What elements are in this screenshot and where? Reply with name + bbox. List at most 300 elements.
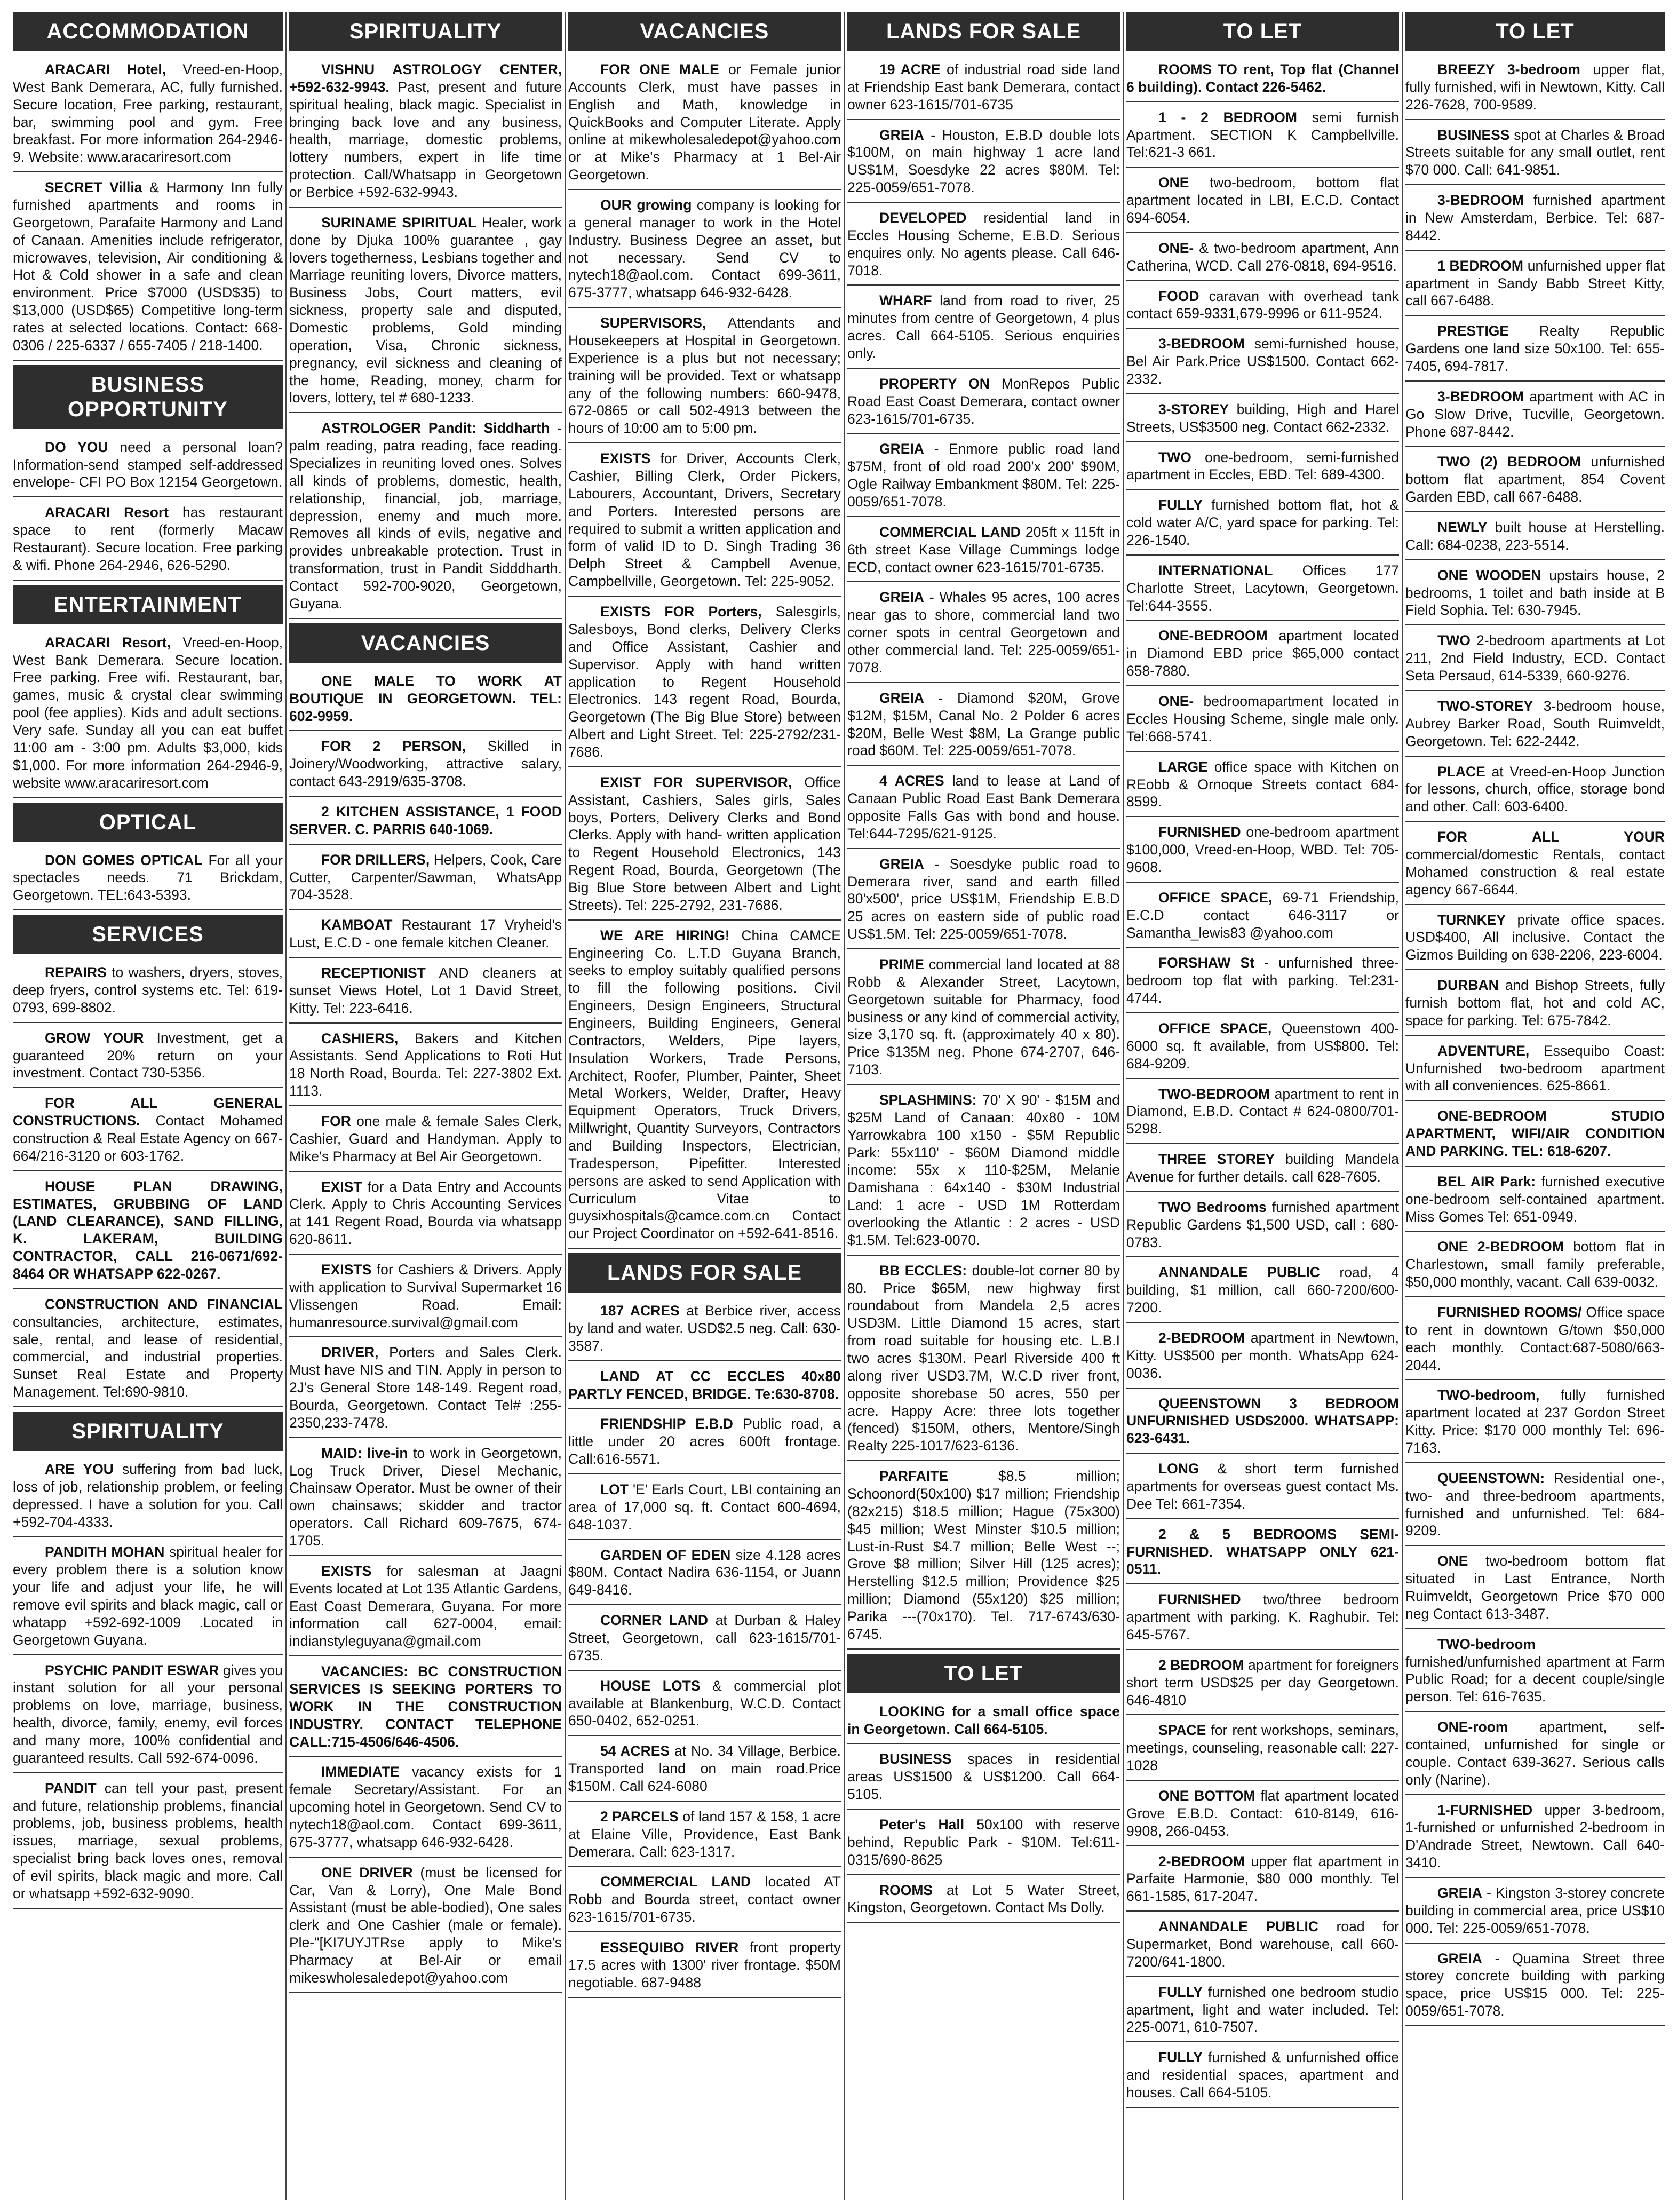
classified-ad xyxy=(847,1748,1120,1810)
classified-ad xyxy=(13,1027,283,1089)
ad-body: Office Assistant, Cashiers, Sales girls, Sales boys, Porters, Delivery Clerks and Bond Clerks. Apply with hand- written application to Regent Household Electronics, 143 Regent Road, Bourda, Georgetown (The Big Blue Store between Albert and Light Streets). Tel: 225-2792, 231-7686. xyxy=(568,774,841,913)
ad-lead: FORSHAW St xyxy=(1158,955,1255,971)
ad-lead: FOR 2 PERSON, xyxy=(321,738,466,755)
classified-ad xyxy=(289,849,562,910)
ad-lead: NEWLY xyxy=(1437,519,1488,536)
classified-ad xyxy=(568,448,841,597)
ad-body: Contact Mohamed construction & Real Estate Agency on 667-664/216-3120 or 603-1762. xyxy=(13,1113,283,1164)
ad-lead: PRIME xyxy=(879,956,924,972)
ad-body: 3-bedroom house, Aubrey Barker Road, South Ruimveldt, Georgetown. Tel: 622-2442. xyxy=(1405,697,1665,749)
ad-lead: TWO-bedroom xyxy=(1437,1636,1536,1652)
ad-lead: EXIST FOR SUPERVISOR, xyxy=(600,774,792,790)
ad-body: Past, present and future spiritual healing, black magic. Specialist in bringing back love and any business, health, marriage, domestic problems, lottery numbers, expert in life time protection. Call/Whatsapp in Georgetown or Berbice +592-632-9943. xyxy=(289,78,562,201)
ad-body: two-bedroom bottom flat situated in Last Entrance, North Ruimveldt, Georgetown Price $70 000 neg Contact 613-3487. xyxy=(1405,1553,1665,1622)
classified-ad xyxy=(1405,1634,1665,1712)
classified-ad xyxy=(568,1413,841,1474)
ad-lead: DON GOMES OPTICAL xyxy=(45,852,203,868)
ad-body: at No. 34 Village, Berbice. Transported land on main road.Price $150M. Call 624-6080 xyxy=(568,1743,841,1795)
ad-body: furnished one bedroom studio apartment, light and water included. Tel: 225-0071, 610-7507. xyxy=(1126,1984,1399,2035)
ad-body: upstairs house, 2 bedrooms, 1 toilet and bath inside at B Field Sophia. Tel: 630-7945. xyxy=(1405,567,1665,619)
classified-ad xyxy=(1126,107,1399,168)
classifieds-page xyxy=(12,12,1666,2200)
ad-lead: 1 BEDROOM xyxy=(1437,257,1523,274)
ad-lead: BREEZY 3-bedroom xyxy=(1437,61,1580,77)
classified-ad xyxy=(1126,1851,1399,1912)
classified-ad xyxy=(847,1880,1120,1923)
ad-lead: KAMBOAT xyxy=(321,917,393,933)
ad-lead: ONE MALE TO WORK AT BOUTIQUE IN GEORGETOWN. TEL: 602-9959. xyxy=(289,672,562,724)
classified-ad xyxy=(1126,1785,1399,1846)
classified-ad xyxy=(568,1675,841,1737)
classified-ad xyxy=(1126,1654,1399,1716)
ad-body: - Houston, E.B.D double lots $100M, on main highway 1 acre land US$1M, Soesdyke 22 acres $80M. Tel: 225-0059/651-7078. xyxy=(847,126,1120,196)
ad-body: - Quamina Street three storey concrete building with parking space, price US$15 000. Tel: 225-0059/651-7078. xyxy=(1405,1950,1665,2019)
ad-lead: ONE-BEDROOM STUDIO APARTMENT, WIFI/AIR CONDITION AND PARKING. TEL: 618-6207. xyxy=(1405,1108,1665,1159)
classified-ad xyxy=(568,772,841,921)
ad-body: caravan with overhead tank contact 659-9331,679-9996 or 611-9524. xyxy=(1126,288,1399,322)
classified-ad xyxy=(847,373,1120,434)
classified-ad xyxy=(13,437,283,498)
ad-lead: OFFICE SPACE, xyxy=(1158,889,1273,906)
ad-lead: PROPERTY ON xyxy=(879,375,990,392)
column-divider xyxy=(565,12,566,2200)
section-header: VACANCIES xyxy=(568,12,841,51)
classified-ad xyxy=(289,1661,562,1757)
ad-body: double-lot corner 80 by 80. Price $65M, new highway first roundabout from Mandela 2,5 acres USD3M. Little Diamond 15 acres, start from road suitable for housing etc. L.B.I two acres $130M. Pearl Riverside 400 ft along river USD3.7M, W.C.D river front, opposite shorebase 50 acres, 550 per acre. Happy Acre: three lots together (fenced) $150M, others, Mentore/Singh Realty 225-1017/623-6136. xyxy=(847,1262,1120,1454)
ad-body: or Female junior Accounts Clerk, must have passes in English and Math, knowledge in QuickBooks and Computer Literate. Apply online at mikewholesaledepot@yahoo.com or at Mike's Pharmacy at 1 Bel-Air Georgetown. xyxy=(568,61,841,183)
classified-ad xyxy=(847,770,1120,849)
ad-lead: ONE xyxy=(1437,1553,1468,1569)
ad-body: bedroomapartment located in Eccles Housing Scheme, single male only. Tel:668-5741. xyxy=(1126,693,1399,744)
classified-ad xyxy=(847,1260,1120,1461)
ad-body: road, 4 building, $1 million, call 660-7200/600-7200. xyxy=(1126,1264,1399,1316)
ad-body: semi furnish Apartment. SECTION K Campbellville. Tel:621-3 661. xyxy=(1126,109,1399,161)
ad-body: private office spaces. USD$400, All inclusive. Contact the Gizmos Building on 638-2206, 223-6004. xyxy=(1405,911,1665,963)
ad-body: AND cleaners at sunset Views Hotel, Lot 1 David Street, Kitty. Tel: 223-6416. xyxy=(289,964,562,1016)
classified-ad xyxy=(289,1176,562,1255)
ad-lead: ONE BOTTOM xyxy=(1158,1788,1255,1804)
ad-lead: GREIA xyxy=(879,855,924,872)
ad-body: for salesman at Jaagni Events located at Lot 135 Atlantic Gardens, East Coast Demerara, Guyana. For more information call 627-0004, email: indianstyleguyana@gmail.com xyxy=(289,1563,562,1650)
classified-ad xyxy=(13,962,283,1023)
ad-body: 'E' Earls Court, LBI containing an area of 17,000 sq. ft. Contact 600-4694, 648-1037. xyxy=(568,1481,841,1533)
ad-body: vacancy exists for 1 female Secretary/Assistant. For an upcoming hotel in Georgetown. Send CV to nytech18@aol.com. Contact 699-3611, 675-3777, whatsapp 646-932-6428. xyxy=(289,1764,562,1850)
ad-lead: TURNKEY xyxy=(1437,911,1506,928)
classified-ad xyxy=(1126,1458,1399,1519)
classified-ad xyxy=(847,438,1120,517)
ad-lead: FOR ONE MALE xyxy=(600,61,719,77)
classified-ad xyxy=(1126,333,1399,394)
classified-ad xyxy=(1405,1384,1665,1463)
classified-ad xyxy=(847,687,1120,766)
ad-body: Helpers, Cook, Care Cutter, Carpenter/Sawman, WhatsApp 704-3528. xyxy=(289,851,562,903)
ad-lead: LARGE xyxy=(1158,758,1208,775)
ad-lead: FOR xyxy=(321,1113,351,1129)
ad-body: land to lease at Land of Canaan Public Road East Bank Demerara opposite Falls Gas with bond and house. Tel:644-7295/621-9125. xyxy=(847,773,1120,842)
classified-ad xyxy=(847,1814,1120,1875)
classified-ad xyxy=(1405,1799,1665,1878)
classified-ad xyxy=(1405,695,1665,757)
ad-lead: 1 - 2 BEDROOM xyxy=(1158,109,1297,125)
classified-ad xyxy=(1126,59,1399,102)
ad-body: residential land in Eccles Housing Scheme, E.B.D. Serious enquires only. No agents please. Call 646-7018. xyxy=(847,210,1120,279)
ad-lead: FURNISHED ROOMS/ xyxy=(1437,1304,1582,1320)
ad-lead: TWO-bedroom, xyxy=(1437,1387,1540,1404)
ad-lead: CONSTRUCTION AND FINANCIAL xyxy=(45,1296,283,1312)
classified-ad xyxy=(1405,909,1665,971)
classified-ad xyxy=(289,1862,562,1993)
ad-lead: OFFICE SPACE, xyxy=(1158,1020,1272,1036)
classified-ad xyxy=(568,1937,841,1998)
classified-ad xyxy=(289,1560,562,1656)
section-header: ENTERTAINMENT xyxy=(13,585,283,624)
classified-ad xyxy=(1126,237,1399,281)
classified-ad xyxy=(1126,172,1399,233)
ad-body: For all your spectacles needs. 71 Brickdam, Georgetown. TEL:643-5393. xyxy=(13,852,283,903)
ad-body: Essequibo Coast: Unfurnished two-bedroom apartment with all conveniences. 625-8661. xyxy=(1405,1042,1665,1094)
classified-ad xyxy=(1405,255,1665,316)
ad-lead: ONE 2-BEDROOM xyxy=(1437,1239,1564,1255)
classified-ad xyxy=(13,1176,283,1289)
classified-ad xyxy=(289,1111,562,1172)
ad-body: Bakers and Kitchen Assistants. Send Applications to Roti Hut 18 North Road, Bourda. Tel: 227-3802 Ext. 1113. xyxy=(289,1030,562,1099)
ad-lead: EXISTS xyxy=(321,1563,372,1579)
classified-ad xyxy=(847,124,1120,203)
ad-body: apartment in Newtown, Kitty. US$500 per month. WhatsApp 624-0036. xyxy=(1126,1329,1399,1381)
ad-lead: ONE- xyxy=(1158,693,1194,710)
ad-lead: EXISTS xyxy=(600,450,651,467)
section-header: TO LET xyxy=(1126,12,1399,51)
classified-ad xyxy=(1405,974,1665,1036)
ad-body: Restaurant 17 Vryheid's Lust, E.C.D - one female kitchen Cleaner. xyxy=(289,917,562,951)
column-divider xyxy=(844,12,845,2200)
ad-lead: GREIA xyxy=(879,126,924,143)
ad-lead: IMMEDIATE xyxy=(321,1764,400,1780)
section-header: OPTICAL xyxy=(13,803,283,842)
ad-lead: 3-BEDROOM xyxy=(1437,388,1524,405)
classified-ad xyxy=(1126,1589,1399,1650)
ad-lead: TWO Bedrooms xyxy=(1158,1199,1267,1215)
ad-body: at Lot 5 Water Street, Kingston, Georgetown. Contact Ms Dolly. xyxy=(847,1882,1120,1916)
ad-lead: LOOKING for a small office space in Georgetown. Call 664-5105. xyxy=(847,1703,1120,1737)
ad-body: at Berbice river, access by land and water. USD$2.5 neg. Call: 630-3587. xyxy=(568,1303,841,1354)
section-header: VACANCIES xyxy=(289,623,562,663)
ad-lead: HOUSE LOTS xyxy=(600,1677,701,1694)
ad-lead: 3-BEDROOM xyxy=(1158,336,1245,352)
ad-body: $8.5 million; Schoonord(50x100) $17 million; Friendship (82x215) $18.5 million; Hague (75x300) $45 million; West Minster $10.5 million; Lust-in-Rust $4.7 million; Belle West --; Grove $8 million; Silver Hill (125 acres); Herstelling $12.5 million; Providence $25 million; Diamond (55x120) $25 million; Parika ---(70x170). Tel. 717-6743/630-6745. xyxy=(847,1468,1120,1642)
ad-body: suffering from bad luck, loss of job, relationship problem, or feeling depressed. I have a solution for you. Call +592-704-4333. xyxy=(13,1461,283,1530)
ad-lead: GREIA xyxy=(1437,1885,1482,1901)
ad-body: at Vreed-en-Hoop Junction for lessons, church, office, storage bond and other. Call: 603-6400. xyxy=(1405,763,1665,815)
classified-ad xyxy=(1405,1040,1665,1101)
ad-body: two/three bedroom apartment with parking. K. Raghubir. Tel: 645-5767. xyxy=(1126,1591,1399,1643)
classified-ad xyxy=(13,1294,283,1407)
ad-body: need a personal loan? Information-send stamped self-addressed envelope- CFI PO Box 12154 Georgetown. xyxy=(13,439,283,490)
ad-body: and Bishop Streets, fully furnish bottom flat, hot and cold AC, space for parking. Tel: 675-7842. xyxy=(1405,977,1665,1028)
ad-body: land from road to river, 25 minutes from centre of Georgetown, 4 plus acres. Call 664-5105. Serious enquiries only. xyxy=(847,292,1120,362)
ad-body: Realty Republic Gardens one land size 50x100. Tel: 655-7405, 694-7817. xyxy=(1405,323,1665,375)
ad-body: apartment, self-contained, unfurnished for single or couple. Contact 639-3627. Serious calls only (Narine). xyxy=(1405,1719,1665,1788)
classified-ad xyxy=(13,502,283,580)
ad-body: spaces in residential areas US$1500 & US$1200. Call 664-5105. xyxy=(847,1751,1120,1803)
ad-body: Investment, get a guaranteed 20% return on your investment. Contact 730-5356. xyxy=(13,1029,283,1081)
classified-ad xyxy=(1405,1716,1665,1795)
classified-ad xyxy=(289,914,562,958)
ad-body: 2-bedroom apartments at Lot 211, 2nd Field Industry, ECD. Contact Seta Persaud, 614-5339, 660-9276. xyxy=(1405,632,1665,684)
ad-body: commercial land located at 88 Robb & Alexander Street, Lacytown, Georgetown suitable for Pharmacy, food business or any kind of commercial activity, size 3,170 sq. ft. (approximately 40 x 80). Price $135M neg. Phone 674-2707, 646-7103. xyxy=(847,956,1120,1078)
classified-ad xyxy=(568,1300,841,1361)
ad-lead: WE ARE HIRING! xyxy=(600,927,730,944)
ad-body: apartment located in Diamond EBD price $65,000 contact 658-7880. xyxy=(1126,628,1399,679)
section-header: SPIRITUALITY xyxy=(289,12,562,51)
ad-lead: SPACE xyxy=(1158,1722,1206,1739)
ad-lead: 1-FURNISHED xyxy=(1437,1802,1533,1818)
ad-lead: DO YOU xyxy=(45,439,108,455)
ad-body: for a Data Entry and Accounts Clerk. Apply to Chris Accounting Services at 141 Regent Road, Bourda via whatsapp 620-8611. xyxy=(289,1178,562,1248)
classified-ad xyxy=(289,962,562,1024)
column-3 xyxy=(567,12,842,2200)
classified-ad xyxy=(847,290,1120,368)
classified-ad xyxy=(1126,952,1399,1013)
classified-ad xyxy=(1126,1083,1399,1145)
classified-ad xyxy=(847,59,1120,120)
ad-body: for rent workshops, seminars, meetings, counseling, reasonable call: 227-1028 xyxy=(1126,1722,1399,1774)
ad-body: & two-bedroom apartment, Ann Catherina, WCD. Call 276-0818, 694-9516. xyxy=(1126,240,1399,274)
ad-lead: 2-BEDROOM xyxy=(1158,1329,1245,1346)
ad-body: upper flat, fully furnished, wifi in Newtown, Kitty. Call 226-7628, 700-9589. xyxy=(1405,61,1665,113)
section-header: ACCOMMODATION xyxy=(13,12,283,51)
ad-body: Porters and Sales Clerk. Must have NIS and TIN. Apply in person to 2J's General Store 148-149. Regent road, Bourda, Georgetown. Contact Tel# :255-2350,233-7478. xyxy=(289,1344,562,1431)
ad-body: - Enmore public road land $75M, front of old road 200'x 200' $90M, Ogle Railway Embankment $80M. Tel: 225-0059/651-7078. xyxy=(847,441,1120,510)
classified-ad xyxy=(13,632,283,798)
ad-body: office space with Kitchen on REobb & Ornoque Streets contact 684-8599. xyxy=(1126,758,1399,810)
classified-ad xyxy=(1126,625,1399,686)
ad-body: furnished executive one-bedroom self-contained apartment. Miss Gomes Tel: 651-0949. xyxy=(1405,1173,1665,1225)
ad-lead: ONE- xyxy=(1158,240,1194,256)
ad-lead: 187 ACRES xyxy=(600,1303,680,1319)
ad-lead: ANNANDALE PUBLIC xyxy=(1158,1918,1318,1935)
ad-lead: BB ECCLES: xyxy=(879,1262,967,1279)
ad-lead: FULLY xyxy=(1158,1984,1203,2000)
ad-body: Queenstown 400-6000 sq. ft available, from US$800. Tel: 684-9209. xyxy=(1126,1020,1399,1072)
classified-ad xyxy=(1405,1236,1665,1297)
column-2 xyxy=(288,12,563,2200)
ad-lead: DEVELOPED xyxy=(879,210,967,226)
classified-ad xyxy=(1126,560,1399,621)
ad-lead: VISHNU ASTROLOGY CENTER, +592-632-9943. xyxy=(289,61,562,95)
ad-body: gives you instant solution for all your personal problems on love, marriage, business, health, divorce, family, enemy, evil forces and many more, 100% confidential and guaranteed results. Call 592-674-0096. xyxy=(13,1662,283,1766)
classified-ad xyxy=(1126,447,1399,490)
ad-body: fully furnished apartment located at 237 Gordon Street Kitty. Price: $170 000 monthly Tel: 696-7163. xyxy=(1405,1387,1665,1456)
column-6 xyxy=(1404,12,1666,2200)
classified-ad xyxy=(289,735,562,797)
ad-lead: FULLY xyxy=(1158,2049,1203,2066)
ad-body: & Harmony Inn fully furnished apartments and rooms in Georgetown, Parafaite Harmony and Land of Canaan. Amenities include refrigerator, microwaves, television, Air conditioning & Hot & Cold shower in a safe and clean environment. Price $7000 (USD$35) to $13,000 (USD$65) Competitive long-term rates at selected locations. Contact: 668-0306 / 225-6337 / 655-7405 / 218-1400. xyxy=(13,179,283,353)
classified-ad xyxy=(289,417,562,619)
classified-ad xyxy=(13,1660,283,1773)
ad-lead: GREIA xyxy=(879,589,924,606)
ad-body: Offices 177 Charlotte Street, Lacytown, Georgetown. Tel:644-3555. xyxy=(1126,562,1399,614)
classified-ad xyxy=(847,1701,1120,1745)
ad-body: of land 157 & 158, 1 acre at Elaine Ville, Providence, East Bank Demerara. Call: 623-1317. xyxy=(568,1808,841,1860)
ad-lead: ONE xyxy=(1158,175,1189,191)
column-4 xyxy=(846,12,1121,2200)
ad-lead: ARACARI Hotel, xyxy=(45,61,166,77)
classified-ad xyxy=(289,59,562,208)
classified-ad xyxy=(847,207,1120,286)
ad-lead: GREIA xyxy=(879,689,924,706)
ad-lead: SECRET Villia xyxy=(45,179,142,196)
classified-ad xyxy=(289,670,562,732)
ad-body: one male & female Sales Clerk, Cashier, Guard and Handyman. Apply to Mike's Pharmacy at Bel Air Georgetown. xyxy=(289,1113,562,1164)
ad-lead: 2 & 5 BEDROOMS SEMI-FURNISHED. WHATSAPP ONLY 621-0511. xyxy=(1126,1526,1399,1577)
classified-ad xyxy=(568,194,841,308)
classified-ad xyxy=(13,1778,283,1909)
column-divider xyxy=(1402,12,1403,2200)
classified-ad xyxy=(1126,494,1399,556)
classified-ad xyxy=(1126,1916,1399,1977)
section-header: SERVICES xyxy=(13,915,283,954)
classified-ad xyxy=(568,1610,841,1671)
classified-ad xyxy=(568,1544,841,1606)
ad-body: furnished bottom flat, hot & cold water A/C, yard space for parking. Tel: 226-1540. xyxy=(1126,497,1399,549)
classified-ad xyxy=(568,1479,841,1540)
ad-body: 205ft x 115ft in 6th street Kase Village Cummings lodge ECD, contact owner 623-1615/701-6735. xyxy=(847,524,1120,575)
classified-ad xyxy=(847,521,1120,583)
ad-lead: 4 ACRES xyxy=(879,773,944,789)
ad-lead: 3-STOREY xyxy=(1158,401,1229,417)
ad-body: of industrial road side land at Friendship East bank Demerara, contact owner 623-1615/701-6735 xyxy=(847,61,1120,113)
ad-body: building, High and Harel Streets, US$3500 neg. Contact 662-2332. xyxy=(1126,401,1399,435)
ad-lead: FURNISHED xyxy=(1158,1591,1241,1608)
ad-lead: ONE WOODEN xyxy=(1437,567,1541,583)
ad-lead: 2 PARCELS xyxy=(600,1808,679,1825)
ad-lead: GROW YOUR xyxy=(45,1029,144,1046)
ad-lead: 19 ACRE xyxy=(879,61,941,77)
classified-ad xyxy=(289,1342,562,1438)
ad-lead: WHARF xyxy=(879,292,932,309)
ad-lead: REPAIRS xyxy=(45,964,107,981)
ad-lead: PARFAITE xyxy=(879,1468,949,1485)
ad-body: spot at Charles & Broad Streets suitable for any small outlet, rent $70 000. Call: 641-9851. xyxy=(1405,126,1665,178)
ad-body: located AT Robb and Bourda street, contact owner 623-1615/701-6735. xyxy=(568,1874,841,1925)
ad-lead: ROOMS TO rent, Top flat (Channel 6 building). Contact 226-5462. xyxy=(1126,61,1399,95)
classified-ad xyxy=(1126,1148,1399,1192)
ad-body: Public road, a little under 20 acres 600ft frontage. Call:616-5571. xyxy=(568,1416,841,1468)
classified-ad xyxy=(568,1871,841,1932)
ad-lead: 2 BEDROOM xyxy=(1158,1656,1244,1673)
classified-ad xyxy=(1126,1524,1399,1585)
ad-lead: TWO xyxy=(1158,449,1191,465)
ad-lead: PANDITH MOHAN xyxy=(45,1544,165,1560)
classified-ad xyxy=(568,1366,841,1409)
ad-lead: EXIST xyxy=(321,1178,362,1195)
classified-ad xyxy=(1405,1468,1665,1546)
classified-ad xyxy=(289,1259,562,1337)
ad-body: apartment to rent in Diamond, E.B.D. Contact # 624-0800/701-5298. xyxy=(1126,1085,1399,1137)
classified-ad xyxy=(847,853,1120,949)
section-header: BUSINESS OPPORTUNITY xyxy=(13,365,283,429)
ad-body: two-bedroom, bottom flat apartment located in LBI, E.C.D. Contact 694-6054. xyxy=(1126,175,1399,226)
classified-ad xyxy=(1405,451,1665,512)
ad-lead: Peter's Hall xyxy=(879,1817,965,1833)
ad-body: bottom flat in Charlestown, small family preferable, $50,000 monthly, vacant. Call 639-0032. xyxy=(1405,1239,1665,1290)
ad-body: at Durban & Haley Street, Georgetown, call 623-1615/701-6735. xyxy=(568,1612,841,1663)
classified-ad xyxy=(1126,399,1399,442)
ad-lead: ARACARI Resort xyxy=(45,504,169,521)
classified-ad xyxy=(568,1806,841,1867)
ad-lead: BEL AIR Park: xyxy=(1437,1173,1536,1190)
ad-body: furnished apartment Republic Gardens $1,500 USD, call : 680-0783. xyxy=(1126,1199,1399,1250)
classified-ad xyxy=(847,954,1120,1085)
ad-lead: MAID: live-in xyxy=(321,1445,408,1461)
ad-lead: GARDEN OF EDEN xyxy=(600,1547,731,1563)
ad-lead: FULLY xyxy=(1158,497,1203,513)
classified-ad xyxy=(1405,1948,1665,2026)
column-divider xyxy=(1123,12,1124,2200)
ad-body: built house at Herstelling. Call: 684-0238, 223-5514. xyxy=(1405,519,1665,553)
ad-body: has restaurant space to rent (formerly Macaw Restaurant). Secure location. Free parking & wifi. Phone 264-2946, 626-5290. xyxy=(13,504,283,573)
ad-body: - unfurnished three-bedroom top flat with parking. Tel:231-4744. xyxy=(1126,955,1399,1006)
ad-body: one-bedroom apartment $100,000, Vreed-en-Hoop, WBD. Tel: 705-9608. xyxy=(1126,824,1399,875)
classified-ad xyxy=(1405,59,1665,120)
ad-lead: FOR ALL GENERAL CONSTRUCTIONS. xyxy=(13,1095,283,1129)
ad-lead: TWO xyxy=(1437,632,1471,649)
section-header: LANDS FOR SALE xyxy=(568,1253,841,1293)
column-5 xyxy=(1125,12,1400,2200)
classified-ad xyxy=(1405,1171,1665,1232)
classified-ad xyxy=(1126,286,1399,329)
classified-ad xyxy=(1405,761,1665,822)
ad-body: Skilled in Joinery/Woodworking, attractive salary, contact 643-2919/635-3708. xyxy=(289,738,562,790)
classified-ad xyxy=(1405,124,1665,186)
ad-lead: VACANCIES: BC CONSTRUCTION SERVICES IS SEEKING PORTERS TO WORK IN THE CONSTRUCTION INDUSTRY. CONTACT TELEPHONE CALL:715-4506/646-4506. xyxy=(289,1663,562,1750)
classified-ad xyxy=(1405,1882,1665,1944)
ad-body: furnished/unfurnished apartment at Farm Public Road; for a decent couple/single person. Tel: 616-7635. xyxy=(1405,1653,1665,1705)
ad-lead: COMMERCIAL LAND xyxy=(600,1874,751,1890)
ad-body: & short term furnished apartments for overseas guest contact Ms. Dee Tel: 661-7354. xyxy=(1126,1461,1399,1512)
ad-body: unfurnished upper flat apartment in Sandy Babb Street Kitty, call 667-6488. xyxy=(1405,257,1665,309)
classified-ad xyxy=(1126,691,1399,752)
ad-lead: ROOMS xyxy=(879,1882,933,1898)
classified-ad xyxy=(1126,1327,1399,1389)
ad-body: Vreed-en-Hoop, West Bank Demerara. Secure location. Free parking. Free wifi. Restaurant, bar, games, music & crystal clear swimming pool (fee applies). Kids and adult sections. Very safe. Sunday all you can eat buffet 11:00 am - 3:00 pm. Adults $3,000, kids $1,000. For more information 264-2946-9, website www.aracariresort.com xyxy=(13,634,283,791)
ad-lead: INTERNATIONAL xyxy=(1158,562,1273,578)
ad-lead: PLACE xyxy=(1437,763,1485,780)
classified-ad xyxy=(1126,756,1399,818)
ad-body: Office space to rent in downtown G/town $50,000 each monthly. Contact:687-5080/663-2044. xyxy=(1405,1304,1665,1373)
ad-body: MonRepos Public Road East Coast Demerara, contact owner 623-1615/701-6735. xyxy=(847,375,1120,427)
ad-lead: 3-BEDROOM xyxy=(1437,192,1524,209)
classified-ad xyxy=(1405,386,1665,447)
ad-lead: 54 ACRES xyxy=(600,1743,670,1759)
ad-body: consultancies, architecture, estimates, sale, rental, and lease of residential, commercial, and industrial properties. Sunset Real Estate and Property Management. Tel:690-9810. xyxy=(13,1313,283,1400)
ad-body: apartment with AC in Go Slow Drive, Tucville, Georgetown. Phone 687-8442. xyxy=(1405,388,1665,440)
ad-lead: CORNER LAND xyxy=(600,1612,709,1629)
ad-body: Healer, work done by Djuka 100% guarantee , gay lovers togetherness, Lesbians together and Marriage reuniting lovers, Divorce matters, Business Jobs, Court matters, evil sickness, property sale and disputed, Domestic problems, Gold minding operation, Visa, Chronic sickness, pregnancy, evil sickness and cleaning of the home, Reading, money, charm for lovers, lottery, tel # 680-1233. xyxy=(289,214,562,406)
ad-body: Salesgirls, Salesboys, Bond clerks, Delivery Clerks and Office Assistant, Cashier and Supervisor. Apply with hand written application to Regent Household Electronics. 143 regent Road, Bourda, Georgetown (The Big Blue Store) between Albert and Light Street. Tel: 225-2792/231-7686. xyxy=(568,604,841,760)
ad-lead: BUSINESS xyxy=(1437,126,1510,143)
classified-ad xyxy=(847,1465,1120,1650)
section-header: LANDS FOR SALE xyxy=(847,12,1120,51)
ad-body: Vreed-en-Hoop, West Bank Demerara, AC, fully furnished. Secure location, Free parking, restaurant, bar, swimming pool and gym. Free breakfast. For more information 264-2946-9. Website: www.aracariresort.com xyxy=(13,61,283,165)
classified-ad xyxy=(568,601,841,767)
classified-ad xyxy=(847,1089,1120,1256)
classified-ad xyxy=(289,1761,562,1857)
ad-body: size 4.128 acres $80M. Contact Nadira 636-1154, or Juann 649-8416. xyxy=(568,1547,841,1598)
ad-body: 70' X 90' - $15M and $25M Land of Canaan: 40x80 - 10M Yarrowkabra 100 x150 - $5M Republic Park: 55x110' - $60M Diamond middle income: 55x x 110-$25M, Melanie Damishana : 64x140 - $30M Industrial Land: 1 acre - USD 1M Rotterdam overlooking the Atlantic : 2 acres - USD $1.5M. Tel:623-0070. xyxy=(847,1091,1120,1248)
classified-ad xyxy=(1405,189,1665,251)
